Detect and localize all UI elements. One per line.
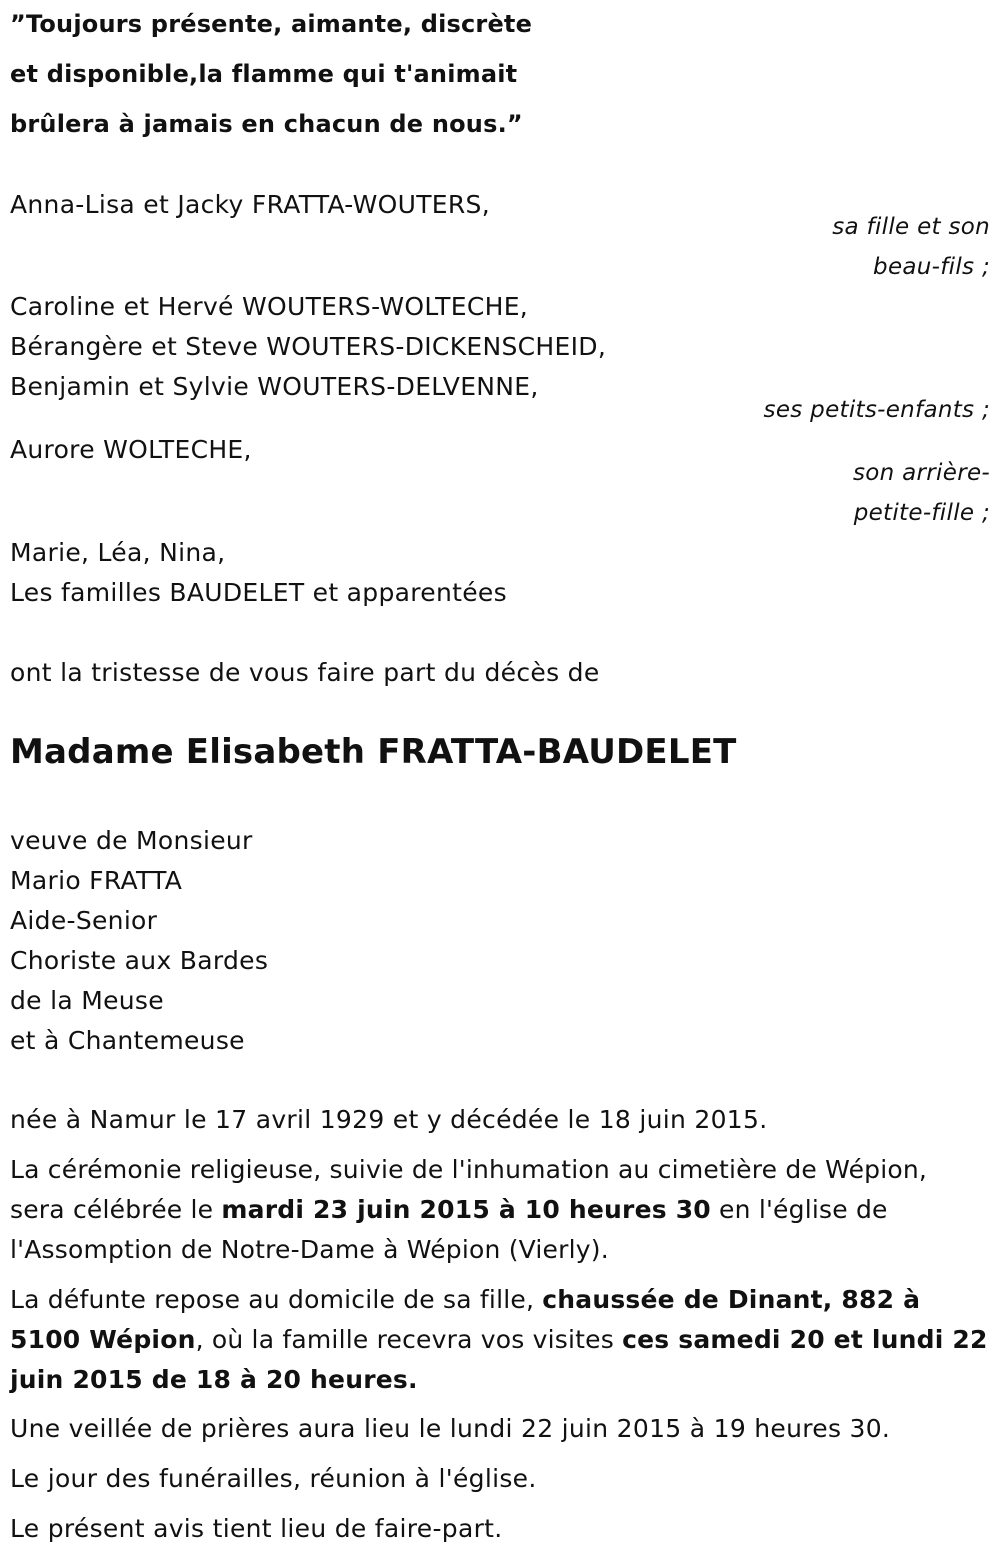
vigil-text: Une veillée de prières aura lieu le lundi 22 juin 2015 à 19 heures 30. [10, 1414, 891, 1443]
visits-paragraph [10, 1280, 990, 1400]
relation-daughter-1: sa fille et son [832, 214, 990, 240]
deceased-name: Madame Elisabeth FRATTA-BAUDELET [10, 732, 737, 772]
relation-daughter-2: beau-fils ; [873, 254, 990, 280]
relation-great-grandchild-2: petite-fille ; [853, 500, 990, 526]
visits-address: chaussée de Dinant, 882 à 5100 Wépion [10, 1285, 921, 1354]
funeral-day-text: Le jour des funérailles, réunion à l'église. [10, 1464, 537, 1493]
detail-line-4: Choriste aux Bardes [10, 946, 269, 975]
great-grandchild: Aurore WOLTECHE, [10, 435, 252, 464]
announcement-text: ont la tristesse de vous faire part du décès de [10, 658, 600, 687]
relation-great-grandchild-1: son arrière- [853, 460, 990, 486]
detail-line-6: et à Chantemeuse [10, 1026, 245, 1055]
family-others-1: Marie, Léa, Nina, [10, 538, 226, 567]
birth-death-text: née à Namur le 17 avril 1929 et y décédée le 18 juin 2015. [10, 1105, 768, 1134]
visits-dates: ces samedi 20 et lundi 22 juin 2015 de 18 à 20 heures. [10, 1325, 988, 1394]
detail-line-1: veuve de Monsieur [10, 826, 253, 855]
quote-line-1: ”Toujours présente, aimante, discrète [10, 10, 533, 38]
ceremony-date: mardi 23 juin 2015 à 10 heures 30 [221, 1195, 711, 1224]
ceremony-text-1: La cérémonie religieuse, suivie de l'inhumation au cimetière de Wépion, sera célébrée le [10, 1155, 928, 1224]
visits-text-1: La défunte repose au domicile de sa fille, [10, 1285, 543, 1314]
detail-line-5: de la Meuse [10, 986, 164, 1015]
family-others-2: Les familles BAUDELET et apparentées [10, 578, 507, 607]
ceremony-text-2: en l'église de l'Assomption de Notre-Dame à Wépion (Vierly). [10, 1195, 888, 1264]
quote-line-3: brûlera à jamais en chacun de nous.” [10, 110, 523, 138]
quote-line-2: et disponible,la flamme qui t'animait [10, 60, 518, 88]
grandchild-3: Benjamin et Sylvie WOUTERS-DELVENNE, [10, 372, 539, 401]
relation-grandchildren: ses petits-enfants ; [763, 397, 990, 423]
detail-line-2: Mario FRATTA [10, 866, 183, 895]
notice-text: Le présent avis tient lieu de faire-part. [10, 1514, 503, 1543]
detail-line-3: Aide-Senior [10, 906, 158, 935]
ceremony-paragraph [10, 1150, 990, 1270]
visits-text-2: , où la famille recevra vos visites [195, 1325, 623, 1354]
grandchild-1: Caroline et Hervé WOUTERS-WOLTECHE, [10, 292, 529, 321]
family-daughter: Anna-Lisa et Jacky FRATTA-WOUTERS, [10, 190, 490, 219]
grandchild-2: Bérangère et Steve WOUTERS-DICKENSCHEID, [10, 332, 607, 361]
